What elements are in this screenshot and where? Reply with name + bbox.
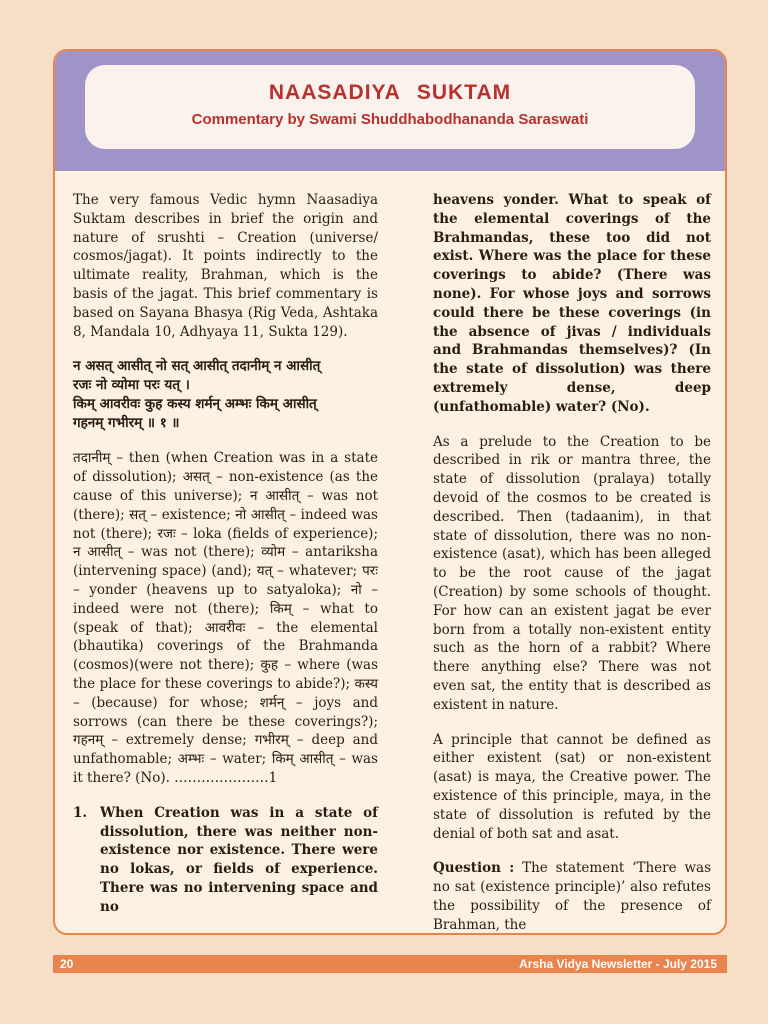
- sanskrit-verse: [73, 357, 378, 433]
- verse-line: किम् आवरीवः कुह कस्य शर्मन् अम्भः किम् आसीत्: [73, 396, 317, 413]
- right-column: [433, 191, 711, 935]
- word-meanings-paragraph: तदानीम् – then (when Creation was in a state of dissolution); असत् – non-existence (as the cause of this universe); न आसीत् – was not (there); सत् – existence; नो आसीत् – indeed was not (there); रजः – loka (fields of experience); न आसीत् – was not (there); व्योम – antariksha (intervening space) (and); यत् – whatever; परः – yonder (heavens up to satyaloka); नो – indeed were not (there); किम् – what to (speak of that); आवरीवः – the elemental (bhautika) coverings of the Brahmanda (cosmos)(were not there); कुह – where (was the place for these coverings to abide?); कस्य – (because) for whose; शर्मन् – joys and sorrows (can there be these coverings?); गहनम् – extremely dense; गभीरम् – deep and unfathomable; अम्भः – water; किम् आसीत् – was it there? (No). …………………1: [73, 450, 378, 786]
- left-column: [73, 191, 378, 917]
- question-text: The statement ‘There was no sat (existence principle)’ also refutes the possibility of the presence of Brahman, the: [433, 860, 711, 933]
- page-number: 20: [60, 957, 74, 971]
- header-band: [55, 51, 725, 171]
- point-text: When Creation was in a state of dissolution, there was neither non-existence nor existence. There were no lokas, or fields of experience. There was no intervening space and no: [100, 804, 378, 915]
- article-card: [53, 49, 727, 935]
- intro-paragraph: The very famous Vedic hymn Naasadiya Suktam describes in brief the origin and nature of srushti – Creation (universe/ cosmos/jagat). It points indirectly to the ultimate reality, Brahman, which is the basis of the jagat. This brief commentary is based on Sayana Bhasya (Rig Veda, Ashtaka 8, Mandala 10, Adhyaya 11, Sukta 129).: [73, 192, 378, 340]
- title-box: [85, 65, 695, 149]
- verse-line: न असत् आसीत् नो सत् आसीत् तदानीम् न आसीत्: [73, 358, 321, 375]
- newsletter-issue: Arsha Vidya Newsletter - July 2015: [519, 957, 717, 971]
- numbered-point: [73, 804, 378, 917]
- point-number: 1.: [73, 804, 88, 821]
- question-paragraph: [433, 859, 711, 934]
- prelude-paragraph: As a prelude to the Creation to be described in rik or mantra three, the state of dissolution (pralaya) totally devoid of the cosmos to be created is described. Then (tadaanim), in that state of dissolution, there was no non-existence (asat), which has been alleged to be the root cause of the jagat (Creation) by some schools of thought. For how can an existent jagat be ever born from a totally non-existent entity such as the horn of a rabbit? Where there anything else? There was not even sat, the entity that is described as existent in nature.: [433, 433, 711, 713]
- article-subtitle: Commentary by Swami Shuddhabodhananda Saraswati: [191, 111, 589, 128]
- article-title: NAASADIYA SUKTAM: [268, 81, 512, 104]
- verse-line: गहनम् गभीरम् ॥ १ ॥: [73, 415, 180, 432]
- page-footer: [53, 955, 727, 973]
- question-label: Question :: [433, 860, 515, 877]
- principle-paragraph: A principle that cannot be defined as either existent (sat) or non-existent (asat) is maya, the Creative power. The existence of this principle, maya, in the state of dissolution is refuted by the denial of both sat and asat.: [433, 731, 711, 842]
- translation-continuation: heavens yonder. What to speak of the elemental coverings of the Brahmandas, these too did not exist. Where was the place for these coverings to abide? (There was none). For whose joys and sorrows could there be these coverings (in the absence of jivas / individuals and Brahmandas themselves)? (In the state of dissolution) was there extremely dense, deep (unfathomable) water? (No).: [433, 192, 711, 415]
- verse-line: रजः नो व्योमा परः यत् ।: [73, 377, 190, 394]
